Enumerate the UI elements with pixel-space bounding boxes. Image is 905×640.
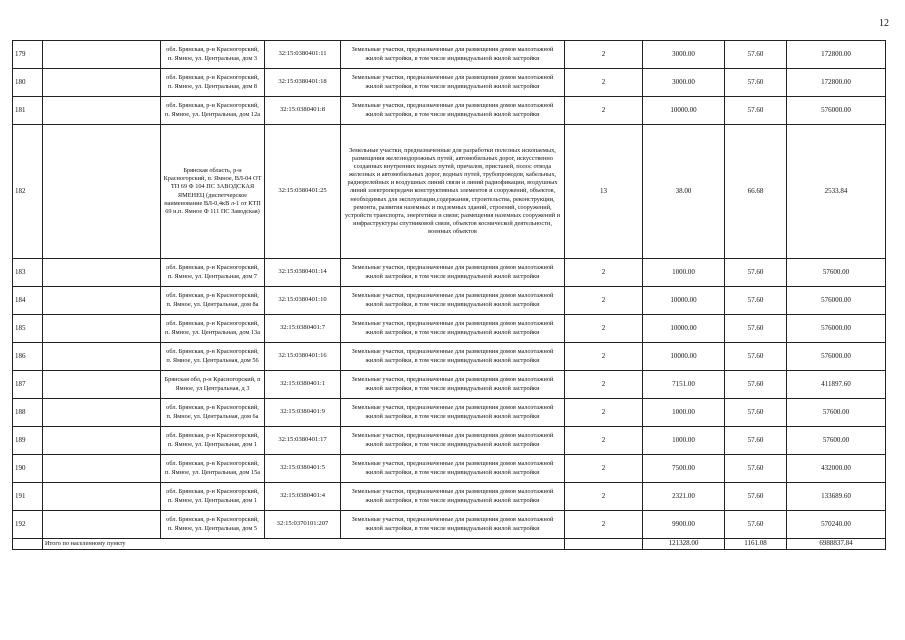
row-number: 187 — [13, 371, 43, 399]
total-blank — [565, 539, 643, 550]
row-number: 191 — [13, 483, 43, 511]
row-rate: 57.60 — [725, 287, 787, 315]
row-address: Брянская область, р-н Красногорский, п. Ямное, ВЛ-04 ОТ ТП 69 Ф 104 ПС ЗАВОДСКАЯ ЯМЕНЕЦ (диспетчерское наименование ВЛ-0,4кВ л-1 от КТП 69 н.п. Ямное Ф 111 ПС Заводская) — [161, 125, 265, 259]
row-area: 7500.00 — [643, 455, 725, 483]
row-value: 576000.00 — [787, 315, 886, 343]
table-row — [13, 399, 886, 427]
total-area: 121328.00 — [643, 539, 725, 550]
row-rate: 57.60 — [725, 343, 787, 371]
row-blank — [43, 97, 161, 125]
row-blank — [43, 287, 161, 315]
row-value: 57600.00 — [787, 427, 886, 455]
row-permitted-use: Земельные участки, предназначенные для размещения домов малоэтажной жилой застройки, в том числе индивидуальной жилой застройки — [341, 259, 565, 287]
row-number: 188 — [13, 399, 43, 427]
row-blank — [43, 455, 161, 483]
row-blank — [43, 483, 161, 511]
row-permitted-use: Земельные участки, предназначенные для размещения домов малоэтажной жилой застройки, в том числе индивидуальной жилой застройки — [341, 399, 565, 427]
row-area: 10000.00 — [643, 97, 725, 125]
row-permitted-use: Земельные участки, предназначенные для размещения домов малоэтажной жилой застройки, в том числе индивидуальной жилой застройки — [341, 427, 565, 455]
row-area: 1000.00 — [643, 399, 725, 427]
row-area: 10000.00 — [643, 343, 725, 371]
table-row — [13, 427, 886, 455]
row-area: 10000.00 — [643, 287, 725, 315]
row-category: 2 — [565, 399, 643, 427]
table-row — [13, 483, 886, 511]
row-rate: 57.60 — [725, 69, 787, 97]
row-category: 13 — [565, 125, 643, 259]
row-value: 570240.00 — [787, 511, 886, 539]
total-row — [13, 539, 886, 550]
row-blank — [43, 511, 161, 539]
row-rate: 66.68 — [725, 125, 787, 259]
row-permitted-use: Земельные участки, предназначенные для размещения домов малоэтажной жилой застройки, в том числе индивидуальной жилой застройки — [341, 483, 565, 511]
row-rate: 57.60 — [725, 427, 787, 455]
row-number: 179 — [13, 41, 43, 69]
table-row — [13, 259, 886, 287]
total-blank — [13, 539, 43, 550]
row-number: 183 — [13, 259, 43, 287]
row-cadastral-number: 32:15:0380401:5 — [265, 455, 341, 483]
row-cadastral-number: 32:15:0380401:14 — [265, 259, 341, 287]
row-address: обл. Брянская, р-н Красногорский, п. Ямное, ул. Центральная, дом 12а — [161, 97, 265, 125]
row-cadastral-number: 32:15:0380401:16 — [265, 343, 341, 371]
row-address: обл. Брянская, р-н Красногорский, п. Ямное, ул. Центральная, дом 1 — [161, 483, 265, 511]
row-permitted-use: Земельные участки, предназначенные для разработки полезных ископаемых, размещения железнодорожных путей, автомобильных дорог, искусственно созданных внутренних водных путей, причалов, пристаней, полос отвода железных и автомобильных дорог, водных путей, трубопроводов, кабельных, радиорелейных и воздушных линий связи и линий радиофикации, воздушных линий электропередачи конструктивных элементов и сооружений, объектов, необходимых для эксплуатации,содержания, строительства, реконструкции, ремонта, развития наземных и подземных зданий, строений, сооружений, устройств транспорта, энергетики и связи; размещения наземных сооружений и инфраструктуры спутниковой связи, объектов космической деятельности, военных объектов — [341, 125, 565, 259]
row-number: 190 — [13, 455, 43, 483]
table-row — [13, 315, 886, 343]
row-category: 2 — [565, 371, 643, 399]
row-address: обл. Брянская, р-н Красногорский, п. Ямное, ул. Центральная, дом 3 — [161, 41, 265, 69]
row-area: 2321.00 — [643, 483, 725, 511]
table-row — [13, 455, 886, 483]
row-number: 192 — [13, 511, 43, 539]
row-blank — [43, 41, 161, 69]
row-cadastral-number: 32:15:0380401:9 — [265, 399, 341, 427]
row-address: обл. Брянская, р-н Красногорский, п. Ямное, ул. Центральная, дом 8 — [161, 69, 265, 97]
row-rate: 57.60 — [725, 511, 787, 539]
row-area: 3000.00 — [643, 41, 725, 69]
row-address: обл. Брянская, р-н Красногорский, п. Ямное, ул. Центральная, дом 5 — [161, 511, 265, 539]
row-permitted-use: Земельные участки, предназначенные для размещения домов малоэтажной жилой застройки, в том числе индивидуальной жилой застройки — [341, 511, 565, 539]
row-cadastral-number: 32:15:0380401:10 — [265, 287, 341, 315]
row-blank — [43, 125, 161, 259]
row-value: 133689.60 — [787, 483, 886, 511]
row-area: 1000.00 — [643, 259, 725, 287]
row-cadastral-number: 32:15:0380401:18 — [265, 69, 341, 97]
row-blank — [43, 371, 161, 399]
row-value: 576000.00 — [787, 343, 886, 371]
row-number: 185 — [13, 315, 43, 343]
row-category: 2 — [565, 315, 643, 343]
row-category: 2 — [565, 69, 643, 97]
row-permitted-use: Земельные участки, предназначенные для размещения домов малоэтажной жилой застройки, в том числе индивидуальной жилой застройки — [341, 455, 565, 483]
table-row — [13, 511, 886, 539]
row-number: 189 — [13, 427, 43, 455]
row-permitted-use: Земельные участки, предназначенные для размещения домов малоэтажной жилой застройки, в том числе индивидуальной жилой застройки — [341, 69, 565, 97]
row-category: 2 — [565, 41, 643, 69]
row-address: обл. Брянская, р-н Красногорский, п. Ямное, ул. Центральная, дом 13а — [161, 315, 265, 343]
row-category: 2 — [565, 483, 643, 511]
row-rate: 57.60 — [725, 259, 787, 287]
row-rate: 57.60 — [725, 399, 787, 427]
row-number: 184 — [13, 287, 43, 315]
row-address: обл. Брянская, р-н Красногорский, п. Ямное, ул. Центральная, дом 15а — [161, 455, 265, 483]
row-category: 2 — [565, 511, 643, 539]
table-row — [13, 287, 886, 315]
row-permitted-use: Земельные участки, предназначенные для размещения домов малоэтажной жилой застройки, в том числе индивидуальной жилой застройки — [341, 41, 565, 69]
total-label: Итого по населенному пункту — [43, 539, 565, 550]
table-row — [13, 343, 886, 371]
row-value: 576000.00 — [787, 97, 886, 125]
row-cadastral-number: 32:15:0380401:7 — [265, 315, 341, 343]
row-number: 186 — [13, 343, 43, 371]
row-address: обл. Брянская, р-н Красногорский, п. Ямное, ул. Центральная, дом 1 — [161, 427, 265, 455]
row-address: обл. Брянская, р-н Красногорский, п. Ямное, ул. Центральная, дом 6а — [161, 399, 265, 427]
row-value: 57600.00 — [787, 259, 886, 287]
row-cadastral-number: 32:15:0370101:207 — [265, 511, 341, 539]
row-permitted-use: Земельные участки, предназначенные для размещения домов малоэтажной жилой застройки, в том числе индивидуальной жилой застройки — [341, 97, 565, 125]
row-number: 182 — [13, 125, 43, 259]
row-value: 172800.00 — [787, 41, 886, 69]
row-address: обл. Брянская, р-н Красногорский, п. Ямное, ул. Центральная, дом 8а — [161, 287, 265, 315]
row-permitted-use: Земельные участки, предназначенные для размещения домов малоэтажной жилой застройки, в том числе индивидуальной жилой застройки — [341, 287, 565, 315]
row-value: 2533.84 — [787, 125, 886, 259]
row-number: 180 — [13, 69, 43, 97]
row-category: 2 — [565, 343, 643, 371]
row-address: обл. Брянская, р-н Красногорский, п. Ямное, ул. Центральная, дом 7 — [161, 259, 265, 287]
row-value: 57600.00 — [787, 399, 886, 427]
table-row — [13, 69, 886, 97]
row-value: 172800.00 — [787, 69, 886, 97]
row-cadastral-number: 32:15:0380401:11 — [265, 41, 341, 69]
row-permitted-use: Земельные участки, предназначенные для размещения домов малоэтажной жилой застройки, в том числе индивидуальной жилой застройки — [341, 315, 565, 343]
row-value: 576000.00 — [787, 287, 886, 315]
row-cadastral-number: 32:15:0380401:1 — [265, 371, 341, 399]
row-category: 2 — [565, 455, 643, 483]
row-address: Брянская обл, р-н Красногорский, п Ямное, ул Центральная, д 3 — [161, 371, 265, 399]
table-row — [13, 97, 886, 125]
cadastral-value-table — [12, 40, 886, 550]
page-number: 12 — [879, 18, 889, 29]
row-rate: 57.60 — [725, 455, 787, 483]
row-area: 1000.00 — [643, 427, 725, 455]
row-cadastral-number: 32:15:0380401:17 — [265, 427, 341, 455]
row-rate: 57.60 — [725, 97, 787, 125]
row-rate: 57.60 — [725, 315, 787, 343]
row-area: 38.00 — [643, 125, 725, 259]
row-blank — [43, 69, 161, 97]
row-area: 9900.00 — [643, 511, 725, 539]
row-cadastral-number: 32:15:0380401:8 — [265, 97, 341, 125]
row-value: 411897.60 — [787, 371, 886, 399]
row-blank — [43, 427, 161, 455]
total-value: 6988837.84 — [787, 539, 886, 550]
table-row — [13, 125, 886, 259]
row-blank — [43, 315, 161, 343]
table-row — [13, 371, 886, 399]
row-rate: 57.60 — [725, 483, 787, 511]
row-area: 7151.00 — [643, 371, 725, 399]
row-number: 181 — [13, 97, 43, 125]
row-cadastral-number: 32:15:0380401:4 — [265, 483, 341, 511]
row-blank — [43, 259, 161, 287]
row-value: 432000.00 — [787, 455, 886, 483]
row-cadastral-number: 32:15:0380401:25 — [265, 125, 341, 259]
row-category: 2 — [565, 97, 643, 125]
table-row — [13, 41, 886, 69]
row-blank — [43, 343, 161, 371]
table-body — [13, 41, 886, 550]
row-category: 2 — [565, 287, 643, 315]
total-rate: 1161.08 — [725, 539, 787, 550]
row-rate: 57.60 — [725, 371, 787, 399]
row-permitted-use: Земельные участки, предназначенные для размещения домов малоэтажной жилой застройки, в том числе индивидуальной жилой застройки — [341, 371, 565, 399]
row-category: 2 — [565, 427, 643, 455]
row-rate: 57.60 — [725, 41, 787, 69]
row-category: 2 — [565, 259, 643, 287]
row-address: обл. Брянская, р-н Красногорский, п. Ямное, ул. Центральная, дом 56 — [161, 343, 265, 371]
row-blank — [43, 399, 161, 427]
row-permitted-use: Земельные участки, предназначенные для размещения домов малоэтажной жилой застройки, в том числе индивидуальной жилой застройки — [341, 343, 565, 371]
row-area: 3000.00 — [643, 69, 725, 97]
row-area: 10000.00 — [643, 315, 725, 343]
